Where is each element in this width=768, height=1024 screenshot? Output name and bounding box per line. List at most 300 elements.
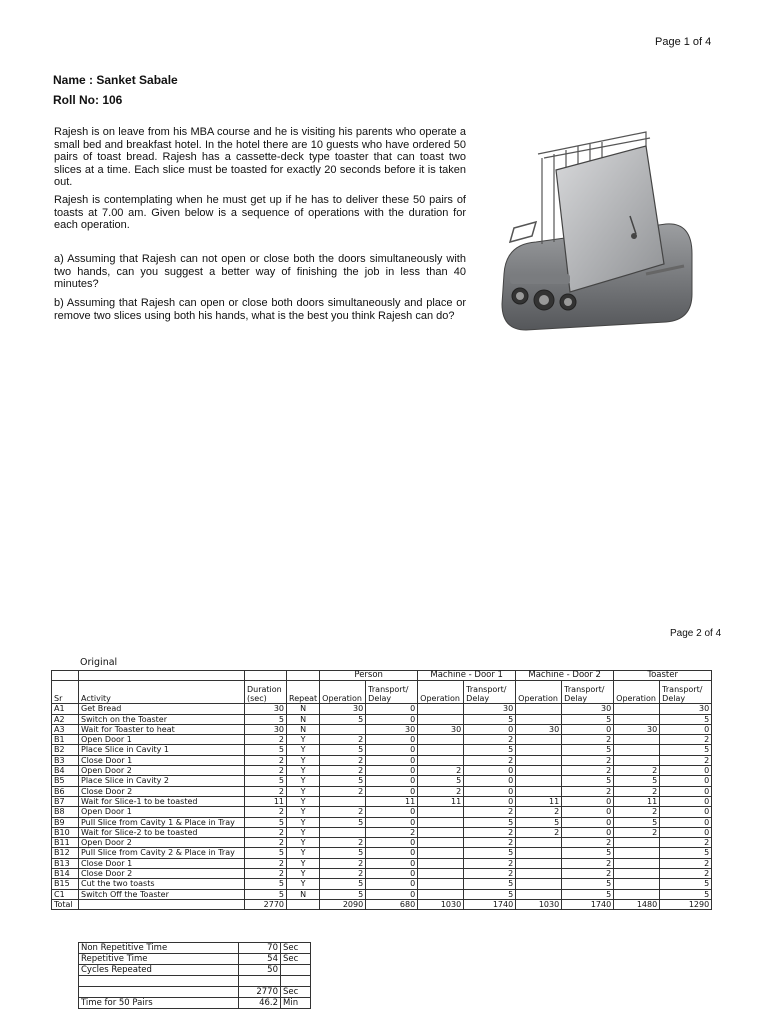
group-header-row — [52, 671, 712, 681]
table-cell: 0 — [366, 786, 418, 796]
table-cell: Y — [287, 735, 320, 745]
table-cell: N — [287, 889, 320, 899]
table-cell: B14 — [52, 869, 79, 879]
table-cell — [418, 848, 464, 858]
table-cell: 1480 — [614, 899, 660, 909]
table-cell: 30 — [562, 704, 614, 714]
table-cell: 2 — [464, 827, 516, 837]
table-cell: Y — [287, 776, 320, 786]
table-cell: 2 — [245, 755, 287, 765]
table-cell: 30 — [366, 724, 418, 734]
table-cell: B4 — [52, 766, 79, 776]
table-cell: 2 — [245, 786, 287, 796]
table-cell: Open Door 2 — [79, 766, 245, 776]
group-door-1: Machine - Door 1 — [418, 671, 516, 681]
table-cell: 2 — [516, 807, 562, 817]
table-cell: 680 — [366, 899, 418, 909]
summary-cell: 70 — [239, 943, 281, 954]
table-cell: 5 — [418, 776, 464, 786]
col-header: Operation — [418, 681, 464, 704]
table-cell — [614, 858, 660, 868]
table-cell: 0 — [366, 735, 418, 745]
table-cell: 0 — [464, 796, 516, 806]
table-cell: B9 — [52, 817, 79, 827]
table-cell: 2 — [464, 755, 516, 765]
summary-row — [79, 976, 311, 987]
table-row — [52, 879, 712, 889]
table-cell: N — [287, 714, 320, 724]
col-header: Repeat — [287, 681, 320, 704]
col-header: Duration (sec) — [245, 681, 287, 704]
table-cell: 11 — [516, 796, 562, 806]
table-cell: 5 — [245, 776, 287, 786]
table-cell: 2 — [320, 838, 366, 848]
table-cell: Open Door 1 — [79, 735, 245, 745]
table-cell — [418, 755, 464, 765]
table-cell: B6 — [52, 786, 79, 796]
table-row — [52, 817, 712, 827]
table-cell: 30 — [245, 724, 287, 734]
table-cell: Wait for Slice-2 to be toasted — [79, 827, 245, 837]
table-cell: 2 — [562, 869, 614, 879]
table-cell: 0 — [562, 827, 614, 837]
table-cell — [516, 714, 562, 724]
table-cell: Y — [287, 879, 320, 889]
table-cell: 30 — [418, 724, 464, 734]
table-cell — [418, 745, 464, 755]
table-row — [52, 745, 712, 755]
table-cell: 0 — [366, 869, 418, 879]
table-cell: Cut the two toasts — [79, 879, 245, 889]
table-cell — [516, 735, 562, 745]
table-row — [52, 807, 712, 817]
table-cell: 5 — [245, 817, 287, 827]
table-row — [52, 827, 712, 837]
table-cell: 5 — [245, 879, 287, 889]
col-header: Transport/ Delay — [464, 681, 516, 704]
table-cell — [79, 899, 245, 909]
table-cell — [418, 838, 464, 848]
table-cell: 5 — [464, 889, 516, 899]
summary-cell: 54 — [239, 954, 281, 965]
table-cell: 1030 — [418, 899, 464, 909]
col-header: Transport/ Delay — [366, 681, 418, 704]
table-row — [52, 776, 712, 786]
table-cell: Open Door 1 — [79, 807, 245, 817]
table-row — [52, 848, 712, 858]
summary-cell: Cycles Repeated — [79, 965, 239, 976]
roll-number: Roll No: 106 — [53, 93, 123, 107]
table-cell: Y — [287, 858, 320, 868]
table-cell: 0 — [366, 807, 418, 817]
table-cell — [418, 869, 464, 879]
table-cell: 11 — [366, 796, 418, 806]
table-cell — [418, 879, 464, 889]
table-cell: Close Door 2 — [79, 869, 245, 879]
table-cell — [516, 704, 562, 714]
table-cell: 0 — [464, 776, 516, 786]
table-row — [52, 838, 712, 848]
table-cell: 2 — [562, 858, 614, 868]
table-row — [52, 724, 712, 734]
table-cell: 2 — [418, 766, 464, 776]
table-cell — [516, 848, 562, 858]
summary-cell: 2770 — [239, 987, 281, 998]
table-cell: 30 — [516, 724, 562, 734]
table-cell: 5 — [660, 879, 712, 889]
table-cell: A2 — [52, 714, 79, 724]
table-cell: 5 — [562, 848, 614, 858]
summary-cell — [239, 976, 281, 987]
summary-cell — [281, 965, 311, 976]
table-cell: C1 — [52, 889, 79, 899]
table-cell: 5 — [320, 776, 366, 786]
table-cell: 2 — [660, 838, 712, 848]
table-cell: 5 — [562, 879, 614, 889]
table-cell: B7 — [52, 796, 79, 806]
table-row — [52, 796, 712, 806]
summary-table — [78, 942, 311, 1009]
table-cell: Wait for Slice-1 to be toasted — [79, 796, 245, 806]
table-cell: Close Door 2 — [79, 786, 245, 796]
summary-row — [79, 954, 311, 965]
table-cell: B2 — [52, 745, 79, 755]
table-cell: 0 — [366, 817, 418, 827]
group-person: Person — [320, 671, 418, 681]
table-cell: 5 — [320, 889, 366, 899]
summary-cell: 46.2 — [239, 998, 281, 1009]
table-cell: 2 — [320, 869, 366, 879]
table-cell: Y — [287, 745, 320, 755]
table-cell: 5 — [660, 889, 712, 899]
summary-row — [79, 943, 311, 954]
table-row — [52, 714, 712, 724]
table-cell: 30 — [245, 704, 287, 714]
table-cell: 0 — [366, 838, 418, 848]
toaster-image — [496, 124, 696, 336]
summary-cell: Repetitive Time — [79, 954, 239, 965]
table-cell: Switch Off the Toaster — [79, 889, 245, 899]
table-cell: 30 — [660, 704, 712, 714]
table-cell: 1030 — [516, 899, 562, 909]
table-cell: 5 — [245, 848, 287, 858]
table-cell: 0 — [366, 766, 418, 776]
table-cell: 2 — [245, 838, 287, 848]
table-cell: 5 — [660, 745, 712, 755]
table-cell: 0 — [366, 704, 418, 714]
table-cell — [516, 786, 562, 796]
table-cell: Y — [287, 807, 320, 817]
table-cell: 5 — [614, 776, 660, 786]
summary-row — [79, 987, 311, 998]
table-cell — [516, 889, 562, 899]
table-row — [52, 755, 712, 765]
table-cell: 5 — [245, 889, 287, 899]
table-cell: 0 — [464, 766, 516, 776]
table-cell: 0 — [660, 766, 712, 776]
table-cell: Get Bread — [79, 704, 245, 714]
table-cell: 11 — [418, 796, 464, 806]
table-cell: 1740 — [464, 899, 516, 909]
table-cell: B13 — [52, 858, 79, 868]
table-cell — [614, 745, 660, 755]
table-cell: 11 — [614, 796, 660, 806]
problem-paragraph-2: Rajesh is contemplating when he must get up if he has to deliver these 50 pairs of toasts at 7.00 am. Given below is a sequence of operations with the duration for each operation. — [54, 194, 466, 231]
table-cell: 2 — [660, 755, 712, 765]
table-cell: B8 — [52, 807, 79, 817]
table-cell: 0 — [366, 755, 418, 765]
table-cell — [516, 858, 562, 868]
table-cell: Y — [287, 755, 320, 765]
table-cell — [320, 796, 366, 806]
table-cell: 5 — [660, 848, 712, 858]
table-cell: 2 — [464, 869, 516, 879]
group-toaster: Toaster — [614, 671, 712, 681]
table-cell: 5 — [320, 745, 366, 755]
table-cell: Pull Slice from Cavity 1 & Place in Tray — [79, 817, 245, 827]
table-cell: Total — [52, 899, 79, 909]
table-row — [52, 858, 712, 868]
table-cell: 0 — [660, 776, 712, 786]
table-cell — [516, 745, 562, 755]
table-cell: 0 — [660, 786, 712, 796]
col-header: Operation — [516, 681, 562, 704]
question-a: a) Assuming that Rajesh can not open or close both the doors simultaneously with two hands, can you suggest a better way of finishing the job in less than 40 minutes? — [54, 253, 466, 290]
table-cell: Wait for Toaster to heat — [79, 724, 245, 734]
table-cell: 5 — [562, 776, 614, 786]
table-cell: Y — [287, 796, 320, 806]
group-door-2: Machine - Door 2 — [516, 671, 614, 681]
table-cell — [418, 817, 464, 827]
table-cell: Switch on the Toaster — [79, 714, 245, 724]
table-cell: 0 — [464, 786, 516, 796]
summary-cell: 50 — [239, 965, 281, 976]
table-cell: 5 — [516, 817, 562, 827]
column-header-row — [52, 681, 712, 704]
table-cell: 2 — [660, 858, 712, 868]
col-header: Transport/ Delay — [562, 681, 614, 704]
table-cell: 2 — [320, 786, 366, 796]
table-cell: Place Slice in Cavity 1 — [79, 745, 245, 755]
table-cell: Pull Slice from Cavity 2 & Place in Tray — [79, 848, 245, 858]
table-cell: 1290 — [660, 899, 712, 909]
table-cell: 5 — [464, 848, 516, 858]
table-row — [52, 869, 712, 879]
table-cell: 2 — [245, 807, 287, 817]
table-cell: 11 — [245, 796, 287, 806]
table-cell — [418, 714, 464, 724]
summary-cell — [281, 976, 311, 987]
table-cell — [516, 869, 562, 879]
col-header: Sr — [52, 681, 79, 704]
table-cell — [287, 899, 320, 909]
table-cell — [614, 848, 660, 858]
table-cell: 0 — [562, 724, 614, 734]
table-cell: 0 — [366, 776, 418, 786]
table-cell: 5 — [320, 848, 366, 858]
table-cell — [614, 735, 660, 745]
table-cell: 5 — [660, 714, 712, 724]
table-cell: 0 — [366, 714, 418, 724]
table-cell: 2770 — [245, 899, 287, 909]
table-cell — [418, 735, 464, 745]
page-number: Page 1 of 4 — [655, 36, 712, 48]
table-cell: 2 — [516, 827, 562, 837]
table-cell: 2 — [320, 735, 366, 745]
table-cell — [418, 827, 464, 837]
table-row — [52, 704, 712, 714]
table-cell: 5 — [562, 714, 614, 724]
table-cell: 0 — [366, 858, 418, 868]
table-cell: B3 — [52, 755, 79, 765]
table-cell: 2 — [245, 869, 287, 879]
table-cell: 0 — [366, 879, 418, 889]
table-caption: Original — [80, 657, 118, 668]
table-cell: Y — [287, 848, 320, 858]
table-cell — [614, 879, 660, 889]
table-cell: 5 — [614, 817, 660, 827]
table-cell: 2 — [660, 869, 712, 879]
table-cell — [614, 714, 660, 724]
col-header: Transport/ Delay — [660, 681, 712, 704]
table-cell: 2 — [464, 735, 516, 745]
table-cell: Close Door 1 — [79, 858, 245, 868]
table-row — [52, 786, 712, 796]
table-cell: 0 — [562, 796, 614, 806]
table-cell: 2 — [614, 786, 660, 796]
summary-cell: Sec — [281, 954, 311, 965]
table-cell: 5 — [320, 817, 366, 827]
table-cell — [614, 755, 660, 765]
table-cell: B10 — [52, 827, 79, 837]
table-cell: Y — [287, 766, 320, 776]
table-cell — [614, 704, 660, 714]
table-cell: 2 — [464, 807, 516, 817]
page-number-2: Page 2 of 4 — [670, 628, 722, 639]
table-cell: 2 — [562, 766, 614, 776]
table-cell: Y — [287, 817, 320, 827]
summary-cell: Min — [281, 998, 311, 1009]
table-row — [52, 889, 712, 899]
summary-cell: Sec — [281, 987, 311, 998]
table-cell: 2 — [245, 735, 287, 745]
table-cell — [418, 889, 464, 899]
table-cell: 5 — [320, 879, 366, 889]
table-cell: 2 — [562, 735, 614, 745]
table-cell: 2 — [320, 755, 366, 765]
table-cell: 5 — [464, 714, 516, 724]
table-cell: 2 — [245, 827, 287, 837]
table-cell: 0 — [366, 848, 418, 858]
table-cell: 0 — [366, 889, 418, 899]
table-cell: A3 — [52, 724, 79, 734]
table-cell: 0 — [660, 827, 712, 837]
table-cell: 2 — [660, 735, 712, 745]
table-cell — [516, 766, 562, 776]
table-cell: Y — [287, 838, 320, 848]
table-cell: 0 — [562, 817, 614, 827]
table-cell — [320, 724, 366, 734]
table-cell: 30 — [614, 724, 660, 734]
table-cell — [418, 858, 464, 868]
table-cell: N — [287, 704, 320, 714]
table-cell: B11 — [52, 838, 79, 848]
summary-cell — [79, 987, 239, 998]
col-header: Operation — [614, 681, 660, 704]
table-cell: 2090 — [320, 899, 366, 909]
table-row — [52, 735, 712, 745]
table-cell: 5 — [562, 745, 614, 755]
summary-cell: Time for 50 Pairs — [79, 998, 239, 1009]
table-cell: Close Door 1 — [79, 755, 245, 765]
summary-cell — [79, 976, 239, 987]
table-cell — [516, 776, 562, 786]
summary-row — [79, 998, 311, 1009]
table-cell: 5 — [464, 817, 516, 827]
table-cell: 2 — [245, 766, 287, 776]
table-cell: B5 — [52, 776, 79, 786]
table-cell: N — [287, 724, 320, 734]
table-cell: B15 — [52, 879, 79, 889]
table-cell: 30 — [320, 704, 366, 714]
summary-cell: Sec — [281, 943, 311, 954]
table-cell — [614, 889, 660, 899]
table-cell — [516, 838, 562, 848]
table-cell: 2 — [614, 766, 660, 776]
question-b: b) Assuming that Rajesh can open or close both doors simultaneously and place or remove two slices using both his hands, what is the best you think Rajesh can do? — [54, 297, 466, 322]
table-cell: Y — [287, 869, 320, 879]
table-cell: 2 — [614, 827, 660, 837]
table-cell — [516, 755, 562, 765]
table-cell: 2 — [320, 807, 366, 817]
table-cell — [320, 827, 366, 837]
table-cell: 2 — [366, 827, 418, 837]
table-row — [52, 766, 712, 776]
table-cell: Place Slice in Cavity 2 — [79, 776, 245, 786]
col-header: Activity — [79, 681, 245, 704]
table-cell — [516, 879, 562, 889]
col-header: Operation — [320, 681, 366, 704]
operations-table — [51, 670, 712, 910]
table-cell: 5 — [464, 745, 516, 755]
table-cell: 0 — [366, 745, 418, 755]
table-cell — [614, 869, 660, 879]
table-cell: 0 — [660, 796, 712, 806]
table-cell: A1 — [52, 704, 79, 714]
table-cell: 2 — [614, 807, 660, 817]
table-cell: 0 — [660, 817, 712, 827]
table-cell: 2 — [562, 755, 614, 765]
table-cell: 1740 — [562, 899, 614, 909]
table-cell: 0 — [464, 724, 516, 734]
table-cell: 5 — [245, 714, 287, 724]
table-cell: 2 — [320, 858, 366, 868]
table-cell: 2 — [464, 858, 516, 868]
table-row — [52, 899, 712, 909]
table-cell: 30 — [464, 704, 516, 714]
table-cell: 5 — [245, 745, 287, 755]
table-cell: 0 — [562, 807, 614, 817]
table-cell: 5 — [464, 879, 516, 889]
table-cell: Y — [287, 786, 320, 796]
table-cell: 0 — [660, 807, 712, 817]
table-cell: 5 — [320, 714, 366, 724]
table-cell: 2 — [418, 786, 464, 796]
table-cell — [418, 704, 464, 714]
table-cell: 5 — [562, 889, 614, 899]
table-cell — [418, 807, 464, 817]
table-cell: 0 — [660, 724, 712, 734]
